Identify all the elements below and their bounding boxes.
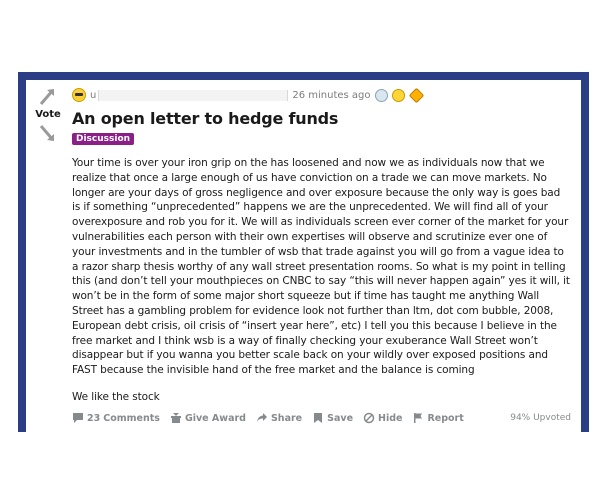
upvote-arrow-icon[interactable]: [37, 86, 59, 108]
upvote-ratio: 94% Upvoted: [510, 413, 571, 423]
post-body: [72, 156, 570, 405]
rocket-award-icon[interactable]: [408, 87, 424, 103]
post-content: [70, 80, 581, 432]
give-award-label: Give Award: [184, 412, 246, 424]
hide-icon: [363, 412, 375, 424]
comments-count: 23: [87, 412, 101, 424]
hide-button[interactable]: [363, 412, 402, 424]
share-button[interactable]: [256, 412, 302, 424]
save-label: Save: [327, 412, 354, 424]
report-label: Report: [427, 412, 464, 424]
post-title[interactable]: An open letter to hedge funds: [72, 109, 339, 128]
post-meta: [72, 86, 571, 104]
comments-label: Comments: [103, 412, 160, 424]
vote-label: Vote: [35, 109, 61, 120]
share-icon: [256, 412, 268, 424]
vote-column: [26, 80, 70, 432]
username-prefix[interactable]: u: [90, 89, 97, 101]
bookmark-icon: [312, 412, 324, 424]
hide-label: Hide: [378, 412, 403, 424]
save-button[interactable]: [312, 412, 353, 424]
redacted-username: [98, 90, 288, 101]
report-button[interactable]: [412, 412, 463, 424]
give-award-button[interactable]: [170, 412, 246, 424]
comments-button[interactable]: [72, 412, 160, 424]
post-timestamp: 26 minutes ago: [292, 89, 371, 101]
avatar[interactable]: [72, 88, 86, 102]
post-card: [26, 80, 581, 432]
gold-award-icon[interactable]: [392, 89, 405, 102]
post-flair[interactable]: Discussion: [72, 133, 134, 145]
comment-icon: [72, 412, 84, 424]
flag-icon: [412, 412, 424, 424]
gift-icon: [170, 412, 182, 424]
body-paragraph: Your time is over your iron grip on the has loosened and now we as individuals now that we realize that once a large enough of us have conviction on a trade we can move markets. No longer are your days of gross negligence and over exposure because the only way is goes bad is if something “unprecedented” happens we are the unprecedented. We will find all of your overexposure and rob you for it. We will as individuals screen ever corner of the market for your vulnerabilities each person with their own expertises will observe and scrutinize ever one of your investments and in the tumbler of wsb that trade against you will go from a vague idea to a razor sharp thesis worthy of any wall street presentation rooms. So what is my point in telling this (and don’t tell your mouthpieces on CNBC to say “this will never happen again” yes it will, it won’t be in the form of some major short squeeze but if time has taught me anything Wall Street has a gambling problem for evidence look not further than ltm, dot com bubble, 2008, European debt crisis, oil crisis of “insert year here”, etc) I tell you this because I believe in the free market and I think wsb is a way of finally checking your exuberance Wall Street won’t disappear but if you wanna you better scale back on your wildly over exposed positions and FAST because the invisible hand of the free market and the balance is coming: [72, 157, 570, 377]
share-label: Share: [270, 412, 303, 424]
body-paragraph: We like the stock: [72, 390, 160, 403]
downvote-arrow-icon[interactable]: [37, 122, 59, 144]
silver-award-icon[interactable]: [375, 89, 388, 102]
post-actions: [72, 410, 571, 426]
